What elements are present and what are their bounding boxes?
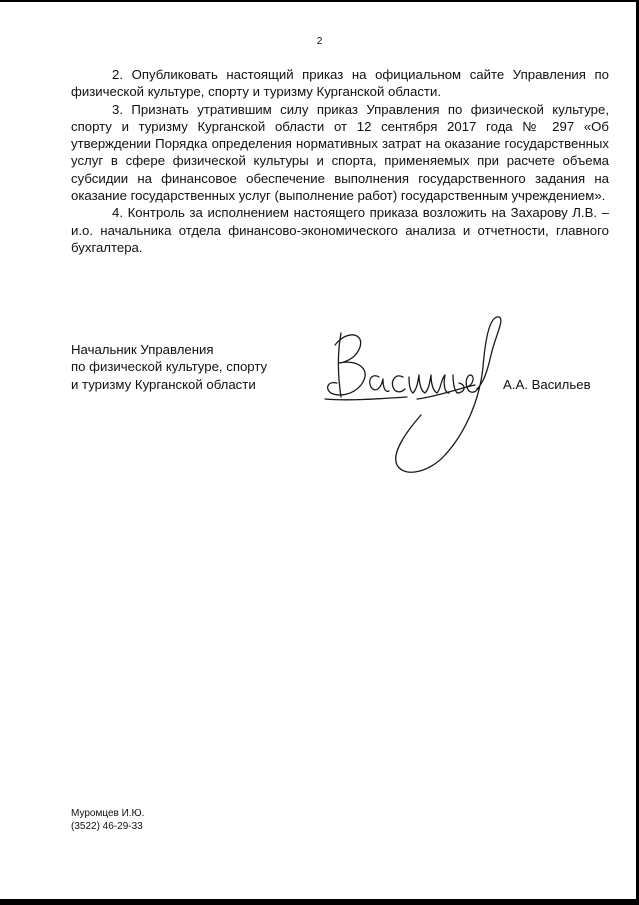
paragraph-control: 4. Контроль за исполнением настоящего приказа возложить на Захарову Л.В. – и.о. начальника отдела финансово-экономического анализа и отчетности, главного бухгалтера. — [71, 205, 609, 255]
page-number: 2 — [316, 36, 323, 47]
signer-name: А.А. Васильев — [503, 377, 591, 392]
order-body — [71, 66, 609, 256]
handwritten-signature — [317, 315, 507, 485]
executor-info — [71, 808, 144, 833]
executor-phone: (3522) 46-29-33 — [71, 820, 143, 832]
signer-position-line: и туризму Курганской области — [71, 376, 256, 392]
executor-name: Муромцев И.Ю. — [71, 808, 145, 819]
scan-edge-top — [0, 0, 639, 2]
signature-block — [71, 341, 611, 481]
signer-position-line: Начальник Управления — [71, 342, 214, 357]
signer-position — [71, 341, 331, 393]
signer-position-line: по физической культуре, спорту — [71, 359, 268, 375]
paragraph-publish: 2. Опубликовать настоящий приказ на официальном сайте Управления по физической культуре, спорту и туризму Курганской области. — [71, 67, 609, 100]
paragraph-repeal: 3. Признать утратившим силу приказ Управления по физической культуре, спорту и туризму Курганской области от 12 сентября 2017 года № 297 «Об утверждении Порядка определения нормативных затрат на оказание государственных услуг в сфере физической культуры и спорта, применяемых при расчете объема субсидии на финансовое обеспечение выполнения государственного задания на оказание государственных услуг (выполнение работ) государственным учреждением». — [71, 101, 609, 204]
scan-edge-bottom — [0, 899, 639, 905]
